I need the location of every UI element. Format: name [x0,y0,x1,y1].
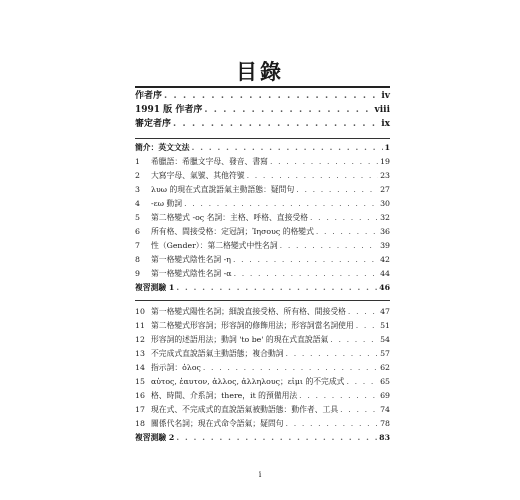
entry-page: 19 [380,157,390,166]
entry-page: 54 [380,335,390,344]
dot-leader [184,198,378,210]
entry-page: 32 [380,213,390,222]
dot-leader [340,404,378,416]
dot-leader [286,418,379,430]
dot-leader [299,390,378,402]
entry-title: 複習測驗 2 [135,433,175,442]
entry-page: 78 [380,419,390,428]
entry-title: 第一格變式陰性名詞 -η [151,255,231,264]
lesson-number: 6 [135,227,140,236]
lesson-number: 3 [135,185,140,194]
entry-page: 47 [380,307,390,316]
dot-leader [176,432,377,444]
lesson-number: 2 [135,171,140,180]
toc-entry-lesson[interactable] [135,240,390,252]
entry-page: 42 [380,255,390,264]
dot-leader [296,184,378,196]
page-title: 目錄 [236,60,284,84]
lesson-number: 11 [135,321,145,330]
lesson-number: 7 [135,241,140,250]
lesson-number: 13 [135,349,145,358]
section-divider [135,138,390,139]
entry-page: 23 [380,171,390,180]
dot-leader [346,376,378,388]
title-divider [135,86,390,88]
toc-entry-lesson[interactable] [135,404,390,416]
entry-title: 希臘語：希臘文字母、發音、書寫 [151,157,268,166]
entry-title: αὐτος, ἑαυτον, ἀλλος, ἀλληλους；εἰμι 的不完成式 [151,377,345,386]
entry-title: -εω 動詞 [151,199,183,208]
dot-leader [330,334,378,346]
lesson-number: 17 [135,405,145,414]
toc-entry-intro[interactable] [135,142,390,154]
toc-entry-lesson[interactable] [135,418,390,430]
entry-page: 69 [380,391,390,400]
entry-title: 形容詞的述語用法；動詞 'to be' 的現在式直說語氣 [151,335,329,344]
page-number: i [258,470,262,479]
entry-title: 簡介：英文文法 [135,143,190,152]
dot-leader [286,348,379,360]
entry-page: viii [374,105,390,115]
dot-leader [204,104,372,116]
dot-leader [173,118,379,130]
entry-title: 大寫字母、氣號、其他符號 [151,171,245,180]
entry-page: 30 [380,199,390,208]
entry-title: 性（Gender）：第二格變式中性名詞 [151,241,278,250]
toc-entry-lesson[interactable] [135,170,390,182]
entry-page: 39 [380,241,390,250]
entry-title: 關係代名詞；現在式命令語氣；疑問句 [151,419,284,428]
dot-leader [280,240,378,252]
entry-title: 作者序 [135,91,163,101]
entry-page: 46 [379,283,390,292]
lesson-number: 14 [135,363,145,372]
toc-entry-1991-preface[interactable] [135,104,390,116]
entry-page: 62 [380,363,390,372]
entry-page: 57 [380,349,390,358]
toc-entry-lesson[interactable] [135,390,390,402]
entry-title: λυω 的現在式直說語氣主動語態：疑問句 [151,185,295,194]
dot-leader [164,90,379,102]
toc-entry-lesson[interactable] [135,348,390,360]
entry-title: 所有格、間接受格：定冠詞；Ἰησους 的格變式 [151,227,314,236]
dot-leader [203,362,378,374]
entry-page: 83 [379,433,390,442]
toc-entry-lesson[interactable] [135,226,390,238]
dot-leader [348,306,378,318]
entry-title: 不完成式直說語氣主動語態；複合動詞 [151,349,284,358]
dot-leader [176,282,377,294]
lesson-number: 5 [135,213,140,222]
lesson-number: 16 [135,391,145,400]
toc-entry-lesson[interactable] [135,254,390,266]
entry-title: 現在式、不完成式的直說語氣被動語態：動作者、工具 [151,405,339,414]
entry-title: 格、時間、介系詞；there，it 的預備用法 [151,391,298,400]
lesson-number: 8 [135,255,140,264]
lesson-number: 1 [135,157,140,166]
lesson-number: 12 [135,335,145,344]
entry-page: 51 [380,321,390,330]
lesson-number: 9 [135,269,140,278]
entry-page: 36 [380,227,390,236]
toc-entry-review-1[interactable] [135,282,390,294]
dot-leader [233,254,378,266]
entry-title: 複習測驗 1 [135,283,175,292]
toc-entry-lesson[interactable] [135,334,390,346]
entry-page: 27 [380,185,390,194]
toc-entry-lesson[interactable] [135,376,390,388]
dot-leader [234,268,379,280]
entry-title: 1991 版 作者序 [135,105,203,115]
lesson-number: 15 [135,377,145,386]
dot-leader [316,226,378,238]
dot-leader [247,170,379,182]
entry-page: iv [381,91,390,101]
toc-entry-lesson[interactable] [135,184,390,196]
entry-page: 44 [380,269,390,278]
entry-title: 審定者序 [135,119,172,129]
toc-entry-lesson[interactable] [135,362,390,374]
toc-entry-lesson[interactable] [135,268,390,280]
dot-leader [356,320,378,332]
entry-page: 1 [384,143,390,152]
lesson-number: 4 [135,199,140,208]
entry-title: 第一格變式陰性名詞 -α [151,269,232,278]
entry-title: 指示詞：ὁλος [151,363,201,372]
toc-entry-reviewer-preface[interactable] [135,118,390,130]
entry-title: 第一格變式陽性名詞；細說直接受格、所有格、間接受格 [151,307,346,316]
entry-title: 第二格變式形容詞；形容詞的修飾用法；形容詞當名詞使用 [151,321,354,330]
dot-leader [192,142,383,154]
toc-entry-lesson[interactable] [135,320,390,332]
dot-leader [310,212,378,224]
entry-page: 65 [380,377,390,386]
lesson-number: 10 [135,307,145,316]
toc-entry-preface[interactable] [135,90,390,102]
toc-entry-review-2[interactable] [135,432,390,444]
toc-entry-lesson[interactable] [135,156,390,168]
section-divider [135,300,390,301]
entry-page: ix [381,119,390,129]
toc-entry-lesson[interactable] [135,306,390,318]
dot-leader [270,156,378,168]
entry-page: 74 [380,405,390,414]
entry-title: 第二格變式 -ος 名詞：主格、呼格、直接受格 [151,213,308,222]
lesson-number: 18 [135,419,145,428]
toc-entry-lesson[interactable] [135,212,390,224]
toc-entry-lesson[interactable] [135,198,390,210]
